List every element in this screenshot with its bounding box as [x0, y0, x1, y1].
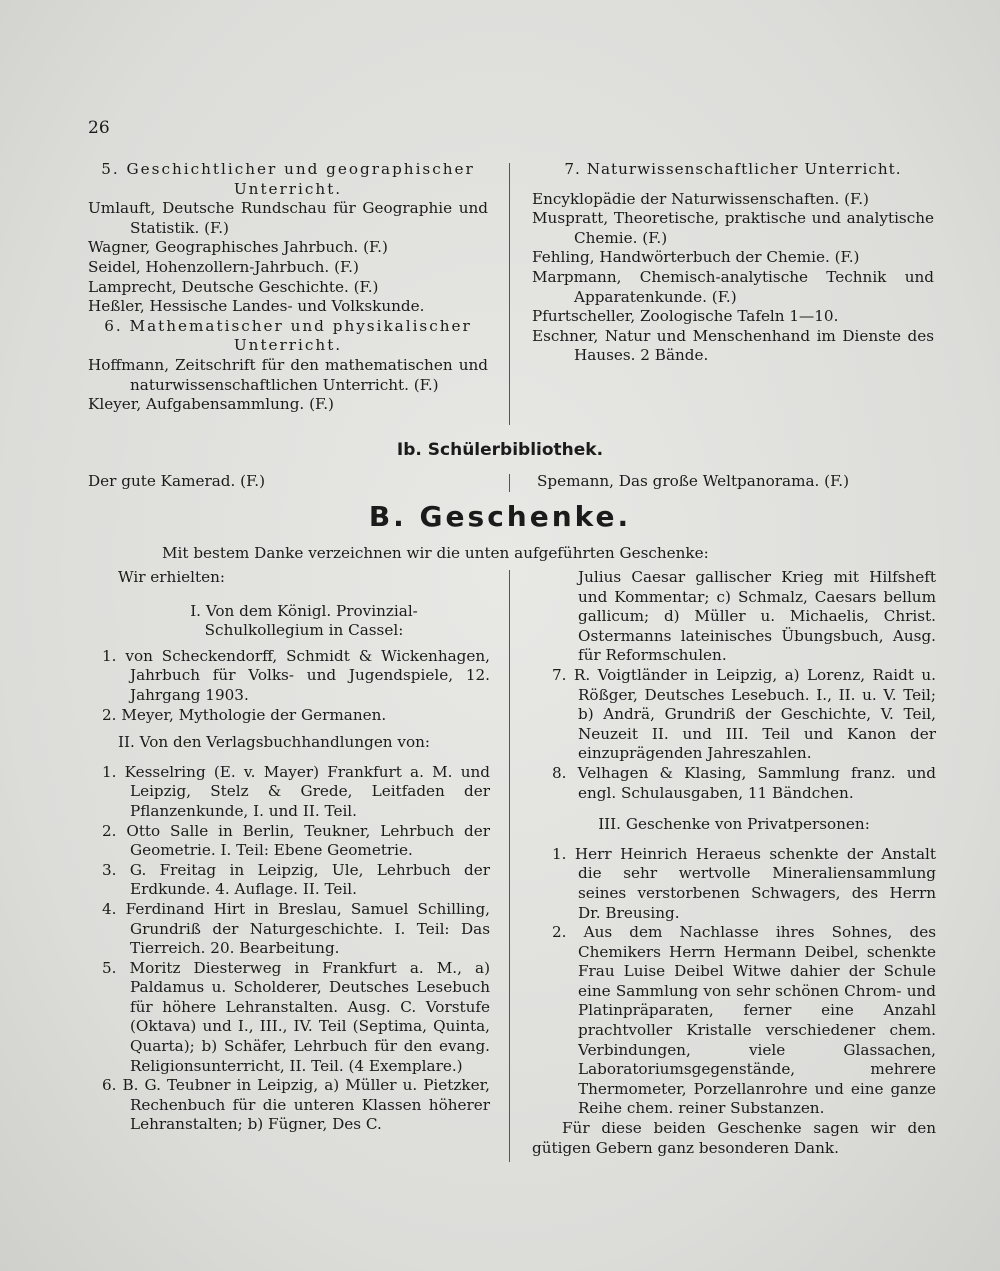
column-divider [509, 474, 510, 492]
subheading-provinzial: I. Von dem Königl. Provinzial-Schulkollegium in Cassel: [190, 601, 418, 640]
section-title-geschenke: B. Geschenke. [368, 500, 632, 533]
list-item: Fehling, Handwörterbuch der Chemie. (F.) [532, 248, 860, 267]
list-item: 8. Velhagen & Klasing, Sammlung franz. und engl. Schulausgaben, 11 Bändchen. [552, 763, 936, 802]
list-item-continued: Julius Caesar gallischer Krieg mit Hilfsheft und Kommentar; c) Schmalz, Caesars bellum gallicum; d) Müller u. Michaelis, Christ. Ostermanns lateinisches Übungsbuch, Ausg. für Reformschulen. [578, 568, 936, 665]
list-item: Pfurtscheller, Zoologische Tafeln 1—10. [532, 307, 839, 326]
gifts-left-column [88, 568, 490, 1135]
list-item: Encyklopädie der Naturwissenschaften. (F.) [532, 189, 869, 208]
list-item: Der gute Kamerad. (F.) [88, 472, 266, 490]
list-item: Eschner, Natur und Menschenhand im Dienste des Hauses. 2 Bände. [532, 326, 934, 365]
heading-natur: 7. Naturwissenschaftlicher Unterricht. [564, 160, 902, 178]
list-item: 2. Meyer, Mythologie der Germanen. [102, 705, 387, 724]
list-item: Umlauft, Deutsche Rundschau für Geographie und Statistik. (F.) [88, 199, 488, 237]
heading-geschichte-2: Unterricht. [233, 179, 343, 198]
intro-text: Mit bestem Danke verzeichnen wir die unten aufgeführten Geschenke: [162, 544, 709, 562]
list-item: Hoffmann, Zeitschrift für den mathematischen und naturwissenschaftlichen Unterricht. (F.) [88, 355, 488, 394]
list-item: Kleyer, Aufgabensammlung. (F.) [88, 395, 334, 414]
top-left-column [88, 160, 488, 415]
column-divider [509, 570, 510, 1162]
list-item: Wagner, Geographisches Jahrbuch. (F.) [88, 238, 388, 257]
list-item: 2. Aus dem Nachlasse ihres Sohnes, des Chemikers Herrn Hermann Deibel, schenkte Frau Luise Deibel Witwe dahier der Schule eine Sammlung von sehr schönen Chrom- und Platinpräparaten, ferner eine Anzahl prachtvoller Kristalle verschiedener chem. Verbindungen, viele Glassachen, Laboratoriumsgegenstände, mehrere Thermometer, Porzellanrohre und eine ganze Reihe chem. reiner Substanzen. [552, 923, 936, 1118]
list-item: Muspratt, Theoretische, praktische und analytische Chemie. (F.) [532, 209, 934, 247]
list-item: Heßler, Hessische Landes- und Volkskunde. [88, 297, 425, 316]
top-right-column [532, 160, 934, 366]
list-item: 7. R. Voigtländer in Leipzig, a) Lorenz, Raidt u. Rößger, Deutsches Lesebuch. I., II. u. V. Teil; b) Andrä, Grundriß der Geschichte, V. Teil, Neuzeit II. und III. Teil und Kanon der einzuprägenden Jahreszahlen. [552, 665, 936, 763]
column-divider [509, 163, 510, 425]
page-number: 26 [88, 118, 110, 138]
list-item: Lamprecht, Deutsche Geschichte. (F.) [88, 277, 379, 296]
subheading-privat: III. Geschenke von Privatpersonen: [598, 815, 870, 834]
list-item: 2. Otto Salle in Berlin, Teukner, Lehrbuch der Geometrie. I. Teil: Ebene Geometrie. [102, 821, 490, 860]
list-item: Spemann, Das große Weltpanorama. (F.) [537, 472, 850, 490]
gifts-right-column [532, 568, 936, 1158]
closing-text: Für diese beiden Geschenke sagen wir den gütigen Gebern ganz besonderen Dank. [532, 1119, 936, 1157]
heading-geschichte: 5. Geschichtlicher und geographischer [101, 160, 475, 178]
list-item: 1. Kesselring (E. v. Mayer) Frankfurt a. M. und Leipzig, Stelz & Grede, Leitfaden der Pflanzenkunde, I. und II. Teil. [102, 762, 490, 820]
list-item: 1. von Scheckendorff, Schmidt & Wickenhagen, Jahrbuch für Volks- und Jugendspiele, 12. Jahrgang 1903. [102, 646, 490, 704]
list-item: 3. G. Freitag in Leipzig, Ule, Lehrbuch der Erdkunde. 4. Auflage. II. Teil. [102, 860, 490, 899]
received-label: Wir erhielten: [118, 568, 226, 586]
list-item: 6. B. G. Teubner in Leipzig, a) Müller u. Pietzker, Rechenbuch für die unteren Klassen höherer Lehranstalten; b) Fügner, Des C. [102, 1076, 490, 1134]
list-item: Marpmann, Chemisch-analytische Technik und Apparatenkunde. (F.) [532, 267, 934, 306]
list-item: 4. Ferdinand Hirt in Breslau, Samuel Schilling, Grundriß der Naturgeschichte. I. Teil: Das Tierreich. 20. Bearbeitung. [102, 899, 490, 958]
heading-mathematik-2: Unterricht. [233, 336, 343, 355]
list-item: Seidel, Hohenzollern-Jahrbuch. (F.) [88, 257, 359, 276]
heading-mathematik: 6. Mathematischer und physikalischer [104, 316, 472, 335]
list-item: 1. Herr Heinrich Heraeus schenkte der Anstalt die sehr wertvolle Mineraliensammlung seines verstorbenen Schwagers, des Herrn Dr. Breusing. [552, 844, 936, 922]
subheading-verlag: II. Von den Verlagsbuchhandlungen von: [118, 733, 431, 752]
list-item: 5. Moritz Diesterweg in Frankfurt a. M., a) Paldamus u. Scholderer, Deutsches Lesebuch für höhere Lehranstalten. Ausg. C. Vorstufe (Oktava) und I., III., IV. Teil (Septima, Quinta, Quarta); b) Schäfer, Lehrbuch für den evang. Religionsunterricht, II. Teil. (4 Exemplare.) [102, 958, 490, 1075]
section-title-schuelerbibliothek: Ib. Schülerbibliothek. [396, 440, 604, 460]
